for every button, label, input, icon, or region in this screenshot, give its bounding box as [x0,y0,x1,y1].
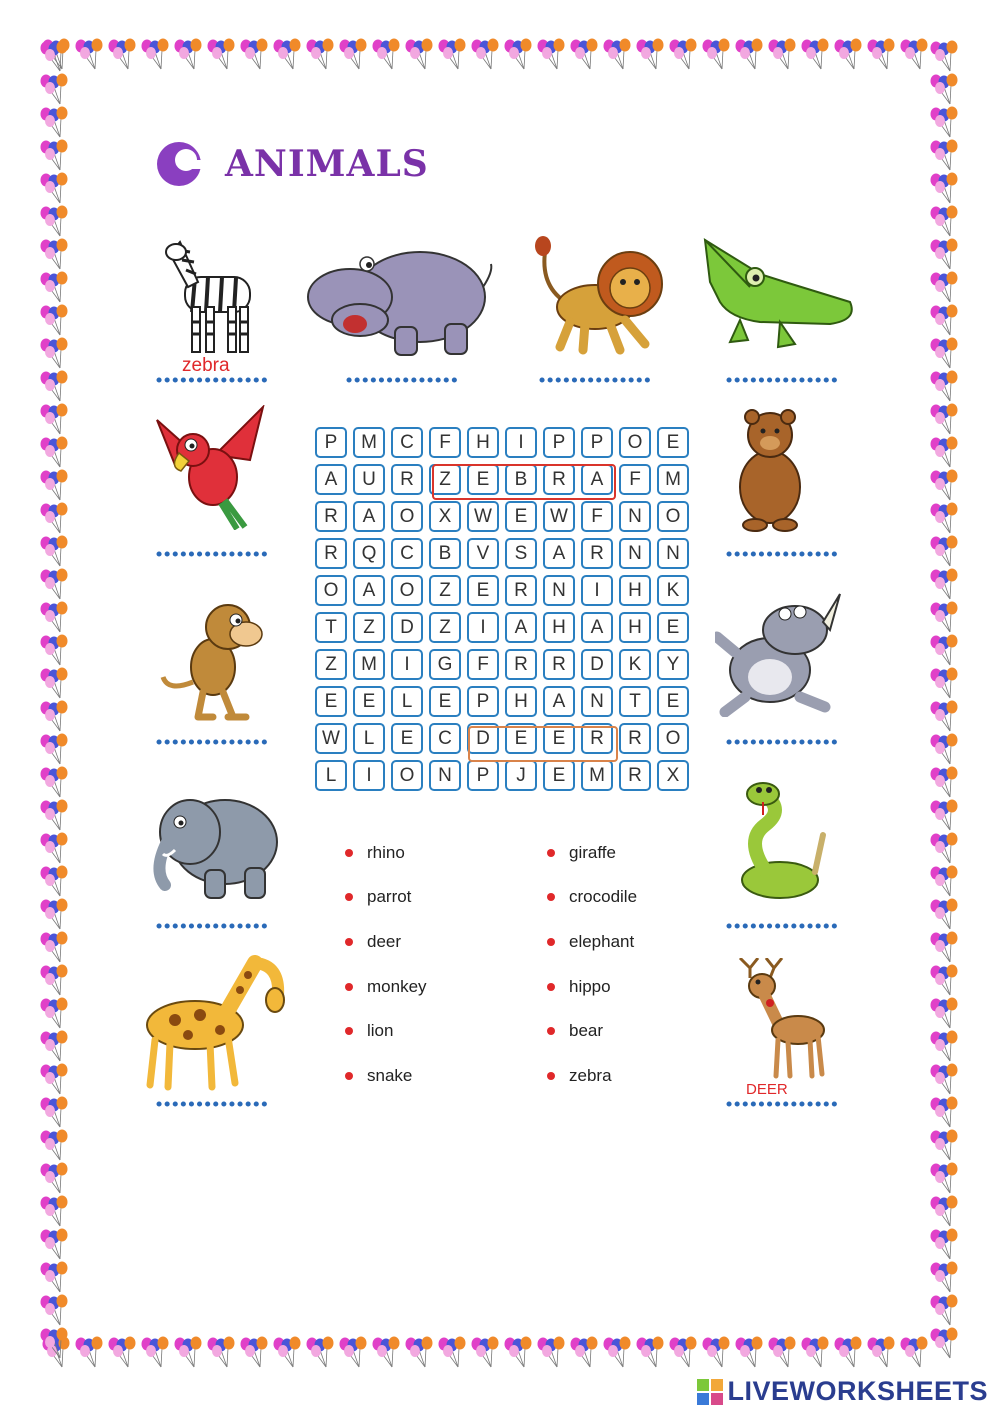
deer-image [730,958,830,1083]
grid-cell[interactable]: I [505,427,537,458]
grid-cell[interactable]: D [581,649,613,680]
balloon-icon [928,502,961,535]
balloon-icon [928,1228,961,1261]
grid-cell[interactable]: I [467,612,499,643]
grid-cell[interactable]: F [619,464,651,495]
balloon-icon [928,73,961,106]
page-header [155,140,429,188]
balloon-icon [38,502,71,535]
answer-line-snake[interactable] [726,922,841,930]
balloon-icon [568,38,601,71]
grid-cell[interactable]: G [429,649,461,680]
grid-cell[interactable]: Z [429,464,461,495]
balloon-icon [38,964,71,997]
brand-name: LIVEWORKSHEETS [727,1376,988,1406]
balloon-icon [502,38,535,71]
right-balloon-border [928,40,961,1360]
balloon-icon [928,139,961,172]
grid-cell[interactable]: O [391,575,423,606]
lion-image [525,232,675,357]
bullet-icon [547,983,555,991]
grid-cell[interactable]: P [467,760,499,791]
grid-cell[interactable]: F [467,649,499,680]
balloon-icon [38,304,71,337]
balloon-icon [928,1096,961,1129]
grid-cell[interactable]: F [429,427,461,458]
balloon-icon [799,1336,832,1369]
balloon-icon [38,337,71,370]
grid-cell[interactable]: N [429,760,461,791]
grid-cell[interactable]: O [657,501,689,532]
balloon-icon [403,38,436,71]
balloon-icon [928,370,961,403]
grid-cell[interactable]: I [581,575,613,606]
grid-cell[interactable]: S [505,538,537,569]
balloon-icon [73,38,106,71]
grid-cell[interactable]: E [505,723,537,754]
bullet-icon [547,893,555,901]
grid-cell[interactable]: T [315,612,347,643]
bullet-icon [345,938,353,946]
grid-cell[interactable]: N [619,501,651,532]
balloon-icon [38,403,71,436]
balloon-icon [370,1336,403,1369]
list-item: parrot [345,887,411,907]
grid-cell[interactable]: R [315,538,347,569]
balloon-icon [38,601,71,634]
balloon-icon [38,436,71,469]
grid-cell[interactable]: A [505,612,537,643]
answer-deer[interactable]: DEER [746,1081,788,1098]
balloon-icon [38,205,71,238]
balloon-icon [799,38,832,71]
grid-cell[interactable]: M [353,649,385,680]
list-item: zebra [547,1066,612,1086]
balloon-icon [172,38,205,71]
balloon-icon [38,1327,71,1360]
balloon-icon [700,38,733,71]
balloon-icon [928,304,961,337]
balloon-icon [436,38,469,71]
balloon-icon [205,38,238,71]
zebra-image [160,232,270,357]
balloon-icon [928,337,961,370]
balloon-icon [667,38,700,71]
grid-cell[interactable]: R [505,649,537,680]
bullet-icon [345,1027,353,1035]
bottom-balloon-border [40,1336,931,1369]
grid-cell[interactable]: L [315,760,347,791]
balloon-icon [38,799,71,832]
grid-cell[interactable]: W [467,501,499,532]
balloon-icon [928,436,961,469]
list-item: rhino [345,843,405,863]
grid-cell[interactable]: H [619,575,651,606]
page-title: ANIMALS [225,143,429,185]
balloon-icon [928,403,961,436]
balloon-icon [928,733,961,766]
balloon-icon [436,1336,469,1369]
answer-zebra[interactable]: zebra [182,355,230,376]
list-item: elephant [547,932,634,952]
grid-cell[interactable]: R [505,575,537,606]
balloon-icon [733,1336,766,1369]
balloon-icon [38,106,71,139]
grid-cell[interactable]: H [619,612,651,643]
balloon-icon [928,601,961,634]
grid-cell[interactable]: A [315,464,347,495]
balloon-icon [898,1336,931,1369]
grid-cell[interactable]: M [581,760,613,791]
grid-cell[interactable]: W [315,723,347,754]
grid-cell[interactable]: H [505,686,537,717]
answer-line-deer[interactable] [726,1100,841,1108]
balloon-icon [106,1336,139,1369]
balloon-icon [238,1336,271,1369]
answer-line-giraffe[interactable] [156,1100,271,1108]
giraffe-image [140,955,290,1095]
balloon-icon [172,1336,205,1369]
balloon-icon [38,997,71,1030]
balloon-icon [38,568,71,601]
balloon-icon [928,1261,961,1294]
grid-cell[interactable]: N [543,575,575,606]
balloon-icon [38,469,71,502]
grid-cell[interactable]: T [619,686,651,717]
balloon-icon [928,40,961,73]
grid-cell[interactable]: R [543,464,575,495]
balloon-icon [928,1294,961,1327]
balloon-icon [38,1228,71,1261]
balloon-icon [535,38,568,71]
bullet-icon [345,893,353,901]
grid-cell[interactable]: E [657,686,689,717]
bullet-icon [547,1027,555,1035]
grid-cell[interactable]: O [315,575,347,606]
list-item: monkey [345,977,427,997]
balloon-icon [38,73,71,106]
parrot-image [155,405,270,530]
balloon-icon [38,1030,71,1063]
grid-cell[interactable]: H [543,612,575,643]
balloon-icon [38,832,71,865]
balloon-icon [766,38,799,71]
balloon-icon [38,535,71,568]
balloon-icon [38,733,71,766]
balloon-icon [928,832,961,865]
grid-cell[interactable]: E [505,501,537,532]
grid-cell[interactable]: N [619,538,651,569]
balloon-icon [304,1336,337,1369]
bullet-icon [547,849,555,857]
balloon-icon [928,172,961,205]
lws-logo-icon [697,1379,723,1405]
grid-cell[interactable]: O [619,427,651,458]
bullet-icon [345,849,353,857]
balloon-icon [928,766,961,799]
balloon-icon [38,1294,71,1327]
grid-cell[interactable]: K [657,575,689,606]
list-item: giraffe [547,843,616,863]
balloon-icon [928,106,961,139]
answer-line-bear[interactable] [726,550,841,558]
balloon-icon [38,1129,71,1162]
grid-cell[interactable]: D [467,723,499,754]
grid-cell[interactable]: R [391,464,423,495]
balloon-icon [928,799,961,832]
balloon-icon [38,172,71,205]
grid-cell[interactable]: H [467,427,499,458]
grid-cell[interactable]: A [543,538,575,569]
balloon-icon [928,1063,961,1096]
balloon-icon [73,1336,106,1369]
balloon-icon [832,1336,865,1369]
balloon-icon [38,865,71,898]
list-item: hippo [547,977,611,997]
balloon-icon [634,38,667,71]
balloon-icon [38,1162,71,1195]
list-item: snake [345,1066,412,1086]
grid-cell[interactable]: E [543,760,575,791]
grid-cell[interactable]: Q [353,538,385,569]
balloon-icon [271,1336,304,1369]
balloon-icon [865,1336,898,1369]
balloon-icon [766,1336,799,1369]
bullet-icon [345,983,353,991]
grid-cell[interactable]: C [391,427,423,458]
letter-c-icon [155,140,203,188]
balloon-icon [38,271,71,304]
list-item: lion [345,1021,393,1041]
grid-cell[interactable]: M [353,427,385,458]
grid-cell[interactable]: O [657,723,689,754]
grid-cell[interactable]: C [391,538,423,569]
grid-cell[interactable]: E [657,427,689,458]
grid-cell[interactable]: O [391,501,423,532]
grid-cell[interactable]: W [543,501,575,532]
balloon-icon [38,238,71,271]
grid-cell[interactable]: O [391,760,423,791]
grid-cell[interactable]: X [657,760,689,791]
grid-cell[interactable]: V [467,538,499,569]
grid-cell[interactable]: A [581,612,613,643]
balloon-icon [601,38,634,71]
grid-cell[interactable]: R [315,501,347,532]
bear-image [730,405,810,535]
grid-cell[interactable]: Z [429,575,461,606]
balloon-icon [928,634,961,667]
answer-line-zebra[interactable] [156,376,271,384]
grid-cell[interactable]: L [391,686,423,717]
grid-cell[interactable]: Z [315,649,347,680]
balloon-icon [928,1129,961,1162]
balloon-icon [928,667,961,700]
elephant-image [145,780,285,905]
grid-cell[interactable]: N [657,538,689,569]
balloon-icon [38,1195,71,1228]
grid-cell[interactable]: D [391,612,423,643]
grid-cell[interactable]: E [315,686,347,717]
balloon-icon [928,931,961,964]
balloon-icon [667,1336,700,1369]
balloon-icon [38,139,71,172]
balloon-icon [337,1336,370,1369]
grid-cell[interactable]: A [353,575,385,606]
balloon-icon [535,1336,568,1369]
balloon-icon [928,865,961,898]
grid-cell[interactable]: N [581,686,613,717]
snake-image [735,780,830,905]
rhino-image [715,592,845,717]
answer-line-crocodile[interactable] [726,376,841,384]
bullet-icon [547,938,555,946]
answer-line-lion[interactable] [539,376,654,384]
balloon-icon [205,1336,238,1369]
highlight-deer [468,726,618,762]
balloon-icon [928,1195,961,1228]
balloon-icon [337,38,370,71]
balloon-icon [928,568,961,601]
left-balloon-border [38,40,71,1360]
grid-cell[interactable]: E [391,723,423,754]
balloon-icon [370,38,403,71]
answer-line-monkey[interactable] [156,738,271,746]
grid-cell[interactable]: A [353,501,385,532]
balloon-icon [38,634,71,667]
answer-line-rhino[interactable] [726,738,841,746]
balloon-icon [271,38,304,71]
grid-cell[interactable]: E [543,723,575,754]
balloon-icon [38,1063,71,1096]
balloon-icon [733,38,766,71]
grid-cell[interactable]: P [467,686,499,717]
balloon-icon [139,38,172,71]
balloon-icon [928,205,961,238]
grid-cell[interactable]: C [429,723,461,754]
balloon-icon [38,1261,71,1294]
balloon-icon [928,700,961,733]
grid-cell[interactable]: X [429,501,461,532]
balloon-icon [469,38,502,71]
balloon-icon [601,1336,634,1369]
grid-cell[interactable]: I [353,760,385,791]
answer-line-parrot[interactable] [156,550,271,558]
grid-cell[interactable]: P [581,427,613,458]
grid-cell[interactable]: E [467,575,499,606]
answer-line-hippo[interactable] [346,376,461,384]
balloon-icon [568,1336,601,1369]
grid-cell[interactable]: M [657,464,689,495]
balloon-icon [928,535,961,568]
grid-cell[interactable]: Y [657,649,689,680]
balloon-icon [238,38,271,71]
liveworksheets-logo[interactable] [697,1376,988,1407]
balloon-icon [38,370,71,403]
grid-cell[interactable]: E [467,464,499,495]
bullet-icon [345,1072,353,1080]
grid-cell[interactable]: E [429,686,461,717]
balloon-icon [469,1336,502,1369]
balloon-icon [928,997,961,1030]
grid-cell[interactable]: R [619,760,651,791]
crocodile-image [700,232,860,357]
grid-cell[interactable]: P [543,427,575,458]
balloon-icon [38,40,71,73]
balloon-icon [865,38,898,71]
grid-cell[interactable]: Z [353,612,385,643]
highlight-zebra [432,464,616,500]
balloon-icon [928,271,961,304]
grid-cell[interactable]: A [581,464,613,495]
balloon-icon [38,700,71,733]
grid-cell[interactable]: Z [429,612,461,643]
balloon-icon [832,38,865,71]
balloon-icon [139,1336,172,1369]
balloon-icon [928,1162,961,1195]
answer-line-elephant[interactable] [156,922,271,930]
balloon-icon [928,238,961,271]
list-item: crocodile [547,887,637,907]
grid-cell[interactable]: R [619,723,651,754]
list-item: bear [547,1021,603,1041]
balloon-icon [38,667,71,700]
balloon-icon [106,38,139,71]
balloon-icon [898,38,931,71]
balloon-icon [928,964,961,997]
grid-cell[interactable]: R [581,723,613,754]
grid-cell[interactable]: R [581,538,613,569]
balloon-icon [38,898,71,931]
balloon-icon [928,1327,961,1360]
list-item: deer [345,932,401,952]
grid-cell[interactable]: K [619,649,651,680]
grid-cell[interactable]: P [315,427,347,458]
grid-cell[interactable]: E [353,686,385,717]
grid-cell[interactable]: B [429,538,461,569]
grid-cell[interactable]: B [505,464,537,495]
top-balloon-border [40,38,931,71]
balloon-icon [634,1336,667,1369]
grid-cell[interactable]: L [353,723,385,754]
balloon-icon [502,1336,535,1369]
balloon-icon [928,898,961,931]
grid-cell[interactable]: A [543,686,575,717]
grid-cell[interactable]: E [657,612,689,643]
balloon-icon [38,931,71,964]
grid-cell[interactable]: F [581,501,613,532]
hippo-image [305,232,495,362]
grid-cell[interactable]: I [391,649,423,680]
bullet-icon [547,1072,555,1080]
balloon-icon [928,469,961,502]
balloon-icon [38,1096,71,1129]
balloon-icon [304,38,337,71]
monkey-image [158,592,273,722]
balloon-icon [403,1336,436,1369]
grid-cell[interactable]: R [543,649,575,680]
grid-cell[interactable]: J [505,760,537,791]
balloon-icon [700,1336,733,1369]
balloon-icon [928,1030,961,1063]
grid-cell[interactable]: U [353,464,385,495]
balloon-icon [38,766,71,799]
